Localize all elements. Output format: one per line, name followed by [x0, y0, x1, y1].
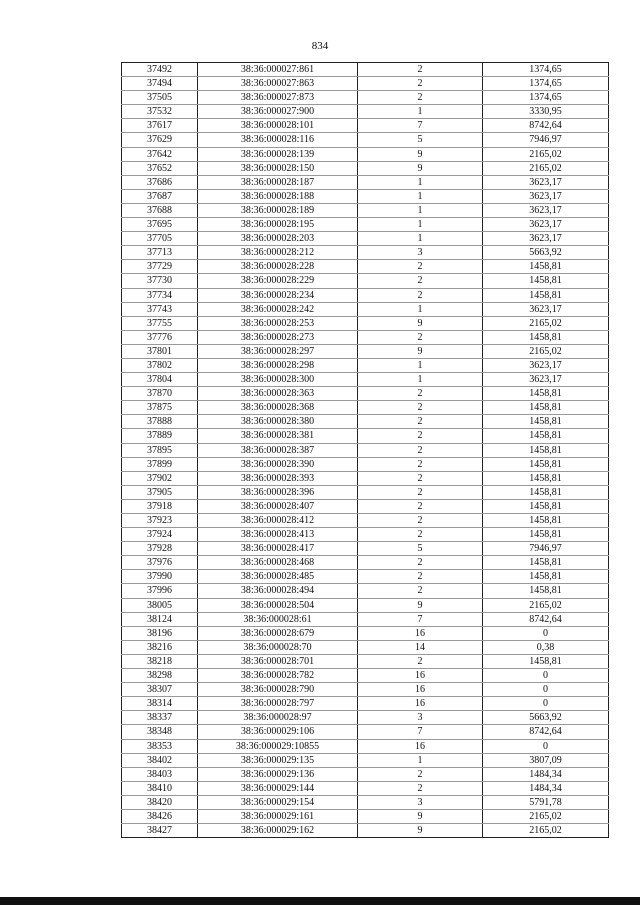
table-row	[122, 809, 609, 823]
category-cell: 16	[358, 626, 483, 640]
category-cell: 2	[358, 556, 483, 570]
row-number-cell: 38216	[122, 640, 198, 654]
category-cell: 2	[358, 387, 483, 401]
row-number-cell: 38337	[122, 711, 198, 725]
value-cell: 1458,81	[483, 429, 609, 443]
table-row	[122, 767, 609, 781]
value-cell: 3807,09	[483, 753, 609, 767]
category-cell: 1	[358, 753, 483, 767]
row-number-cell: 37687	[122, 189, 198, 203]
cadastral-number-cell: 38:36:000028:390	[198, 457, 358, 471]
cadastral-number-cell: 38:36:000028:298	[198, 358, 358, 372]
value-cell: 7946,97	[483, 542, 609, 556]
row-number-cell: 37801	[122, 344, 198, 358]
cadastral-number-cell: 38:36:000028:797	[198, 697, 358, 711]
cadastral-number-cell: 38:36:000028:70	[198, 640, 358, 654]
category-cell: 1	[358, 373, 483, 387]
cadastral-number-cell: 38:36:000028:187	[198, 175, 358, 189]
category-cell: 2	[358, 767, 483, 781]
cadastral-number-cell: 38:36:000028:101	[198, 119, 358, 133]
row-number-cell: 38402	[122, 753, 198, 767]
table-row	[122, 344, 609, 358]
value-cell: 1374,65	[483, 63, 609, 77]
category-cell: 3	[358, 246, 483, 260]
value-cell: 1458,81	[483, 528, 609, 542]
table-row	[122, 105, 609, 119]
table-row	[122, 358, 609, 372]
category-cell: 3	[358, 795, 483, 809]
table-row	[122, 175, 609, 189]
row-number-cell: 37494	[122, 77, 198, 91]
value-cell: 2165,02	[483, 824, 609, 838]
cadastral-number-cell: 38:36:000028:494	[198, 584, 358, 598]
category-cell: 16	[358, 683, 483, 697]
value-cell: 0	[483, 669, 609, 683]
value-cell: 3623,17	[483, 189, 609, 203]
category-cell: 16	[358, 669, 483, 683]
row-number-cell: 37617	[122, 119, 198, 133]
value-cell: 0	[483, 697, 609, 711]
value-cell: 8742,64	[483, 725, 609, 739]
category-cell: 2	[358, 91, 483, 105]
row-number-cell: 38124	[122, 612, 198, 626]
table-row	[122, 556, 609, 570]
category-cell: 2	[358, 781, 483, 795]
row-number-cell: 37802	[122, 358, 198, 372]
value-cell: 1458,81	[483, 514, 609, 528]
row-number-cell: 37976	[122, 556, 198, 570]
cadastral-number-cell: 38:36:000029:135	[198, 753, 358, 767]
cadastral-number-cell: 38:36:000028:701	[198, 654, 358, 668]
table-row	[122, 485, 609, 499]
cadastral-number-cell: 38:36:000028:790	[198, 683, 358, 697]
table-row	[122, 570, 609, 584]
table-row	[122, 288, 609, 302]
row-number-cell: 37705	[122, 232, 198, 246]
table-row	[122, 401, 609, 415]
category-cell: 16	[358, 739, 483, 753]
table-row	[122, 457, 609, 471]
row-number-cell: 37505	[122, 91, 198, 105]
row-number-cell: 37923	[122, 514, 198, 528]
category-cell: 9	[358, 598, 483, 612]
row-number-cell: 37990	[122, 570, 198, 584]
table-row	[122, 528, 609, 542]
row-number-cell: 37755	[122, 316, 198, 330]
cadastral-number-cell: 38:36:000028:228	[198, 260, 358, 274]
table-row	[122, 739, 609, 753]
row-number-cell: 37743	[122, 302, 198, 316]
value-cell: 1458,81	[483, 556, 609, 570]
cadastral-number-cell: 38:36:000028:195	[198, 218, 358, 232]
value-cell: 3623,17	[483, 232, 609, 246]
row-number-cell: 37895	[122, 443, 198, 457]
value-cell: 1458,81	[483, 570, 609, 584]
cadastral-number-cell: 38:36:000028:417	[198, 542, 358, 556]
row-number-cell: 37928	[122, 542, 198, 556]
scan-bottom-edge	[0, 897, 640, 905]
value-cell: 1458,81	[483, 584, 609, 598]
table-row	[122, 260, 609, 274]
row-number-cell: 37729	[122, 260, 198, 274]
category-cell: 9	[358, 161, 483, 175]
category-cell: 2	[358, 528, 483, 542]
category-cell: 1	[358, 105, 483, 119]
value-cell: 2165,02	[483, 147, 609, 161]
cadastral-number-cell: 38:36:000028:468	[198, 556, 358, 570]
cadastral-number-cell: 38:36:000028:504	[198, 598, 358, 612]
row-number-cell: 37734	[122, 288, 198, 302]
value-cell: 5663,92	[483, 711, 609, 725]
category-cell: 2	[358, 485, 483, 499]
row-number-cell: 37532	[122, 105, 198, 119]
category-cell: 1	[358, 358, 483, 372]
value-cell: 1484,34	[483, 781, 609, 795]
row-number-cell: 38410	[122, 781, 198, 795]
value-cell: 3623,17	[483, 358, 609, 372]
cadastral-number-cell: 38:36:000028:396	[198, 485, 358, 499]
row-number-cell: 38218	[122, 654, 198, 668]
table-body	[122, 63, 609, 838]
table-row	[122, 429, 609, 443]
table-row	[122, 824, 609, 838]
category-cell: 1	[358, 189, 483, 203]
row-number-cell: 38307	[122, 683, 198, 697]
row-number-cell: 38314	[122, 697, 198, 711]
row-number-cell: 37996	[122, 584, 198, 598]
row-number-cell: 37629	[122, 133, 198, 147]
table-row	[122, 626, 609, 640]
category-cell: 1	[358, 218, 483, 232]
cadastral-number-cell: 38:36:000028:381	[198, 429, 358, 443]
value-cell: 1458,81	[483, 330, 609, 344]
row-number-cell: 38403	[122, 767, 198, 781]
cadastral-number-cell: 38:36:000028:485	[198, 570, 358, 584]
category-cell: 9	[358, 147, 483, 161]
category-cell: 2	[358, 570, 483, 584]
table-row	[122, 218, 609, 232]
table-row	[122, 147, 609, 161]
value-cell: 1458,81	[483, 415, 609, 429]
table-row	[122, 91, 609, 105]
cadastral-number-cell: 38:36:000028:97	[198, 711, 358, 725]
value-cell: 1458,81	[483, 401, 609, 415]
value-cell: 3330,95	[483, 105, 609, 119]
cadastral-number-cell: 38:36:000028:363	[198, 387, 358, 401]
cadastral-number-cell: 38:36:000028:61	[198, 612, 358, 626]
category-cell: 2	[358, 429, 483, 443]
cadastral-number-cell: 38:36:000028:203	[198, 232, 358, 246]
row-number-cell: 38426	[122, 809, 198, 823]
table-row	[122, 640, 609, 654]
value-cell: 2165,02	[483, 161, 609, 175]
value-cell: 1458,81	[483, 387, 609, 401]
page-number: 834	[311, 40, 329, 52]
category-cell: 9	[358, 344, 483, 358]
row-number-cell: 38427	[122, 824, 198, 838]
value-cell: 1458,81	[483, 274, 609, 288]
category-cell: 3	[358, 711, 483, 725]
category-cell: 7	[358, 612, 483, 626]
cadastral-number-cell: 38:36:000028:242	[198, 302, 358, 316]
category-cell: 16	[358, 697, 483, 711]
value-cell: 1458,81	[483, 485, 609, 499]
data-table	[121, 62, 609, 838]
value-cell: 3623,17	[483, 203, 609, 217]
value-cell: 3623,17	[483, 373, 609, 387]
table-row	[122, 612, 609, 626]
value-cell: 1458,81	[483, 471, 609, 485]
row-number-cell: 37713	[122, 246, 198, 260]
cadastral-number-cell: 38:36:000027:863	[198, 77, 358, 91]
table-row	[122, 161, 609, 175]
category-cell: 1	[358, 175, 483, 189]
row-number-cell: 38005	[122, 598, 198, 612]
table-row	[122, 584, 609, 598]
table-row	[122, 725, 609, 739]
table-row	[122, 514, 609, 528]
value-cell: 2165,02	[483, 344, 609, 358]
table-row	[122, 499, 609, 513]
table-row	[122, 302, 609, 316]
cadastral-number-cell: 38:36:000028:300	[198, 373, 358, 387]
value-cell: 5663,92	[483, 246, 609, 260]
value-cell: 3623,17	[483, 175, 609, 189]
row-number-cell: 38420	[122, 795, 198, 809]
value-cell: 2165,02	[483, 598, 609, 612]
row-number-cell: 38353	[122, 739, 198, 753]
category-cell: 1	[358, 232, 483, 246]
table-row	[122, 654, 609, 668]
row-number-cell: 38348	[122, 725, 198, 739]
cadastral-number-cell: 38:36:000027:873	[198, 91, 358, 105]
table-row	[122, 683, 609, 697]
category-cell: 7	[358, 725, 483, 739]
category-cell: 2	[358, 288, 483, 302]
table-row	[122, 387, 609, 401]
table-row	[122, 77, 609, 91]
cadastral-number-cell: 38:36:000029:144	[198, 781, 358, 795]
row-number-cell: 37492	[122, 63, 198, 77]
category-cell: 2	[358, 415, 483, 429]
cadastral-number-cell: 38:36:000027:861	[198, 63, 358, 77]
value-cell: 0	[483, 626, 609, 640]
table-row	[122, 669, 609, 683]
value-cell: 0	[483, 683, 609, 697]
value-cell: 0	[483, 739, 609, 753]
cadastral-number-cell: 38:36:000028:393	[198, 471, 358, 485]
row-number-cell: 37888	[122, 415, 198, 429]
table-row	[122, 415, 609, 429]
cadastral-number-cell: 38:36:000028:116	[198, 133, 358, 147]
row-number-cell: 37730	[122, 274, 198, 288]
table-row	[122, 542, 609, 556]
row-number-cell: 37918	[122, 499, 198, 513]
category-cell: 5	[358, 133, 483, 147]
table-row	[122, 753, 609, 767]
category-cell: 2	[358, 401, 483, 415]
category-cell: 1	[358, 203, 483, 217]
value-cell: 5791,78	[483, 795, 609, 809]
row-number-cell: 37652	[122, 161, 198, 175]
row-number-cell: 37688	[122, 203, 198, 217]
category-cell: 2	[358, 584, 483, 598]
category-cell: 9	[358, 824, 483, 838]
value-cell: 1458,81	[483, 654, 609, 668]
table-row	[122, 133, 609, 147]
row-number-cell: 38298	[122, 669, 198, 683]
row-number-cell: 37686	[122, 175, 198, 189]
cadastral-number-cell: 38:36:000028:188	[198, 189, 358, 203]
cadastral-number-cell: 38:36:000028:229	[198, 274, 358, 288]
category-cell: 2	[358, 63, 483, 77]
table-row	[122, 203, 609, 217]
row-number-cell: 37870	[122, 387, 198, 401]
table-row	[122, 274, 609, 288]
value-cell: 0,38	[483, 640, 609, 654]
table-row	[122, 471, 609, 485]
table-row	[122, 316, 609, 330]
table-row	[122, 330, 609, 344]
category-cell: 2	[358, 471, 483, 485]
value-cell: 3623,17	[483, 302, 609, 316]
cadastral-number-cell: 38:36:000028:413	[198, 528, 358, 542]
cadastral-number-cell: 38:36:000028:234	[198, 288, 358, 302]
cadastral-number-cell: 38:36:000029:10855	[198, 739, 358, 753]
row-number-cell: 37776	[122, 330, 198, 344]
cadastral-number-cell: 38:36:000028:189	[198, 203, 358, 217]
category-cell: 9	[358, 809, 483, 823]
category-cell: 2	[358, 457, 483, 471]
category-cell: 2	[358, 77, 483, 91]
value-cell: 1458,81	[483, 288, 609, 302]
value-cell: 1484,34	[483, 767, 609, 781]
table-row	[122, 246, 609, 260]
cadastral-number-cell: 38:36:000028:387	[198, 443, 358, 457]
cadastral-number-cell: 38:36:000029:106	[198, 725, 358, 739]
cadastral-number-cell: 38:36:000028:139	[198, 147, 358, 161]
category-cell: 7	[358, 119, 483, 133]
cadastral-number-cell: 38:36:000028:253	[198, 316, 358, 330]
row-number-cell: 37695	[122, 218, 198, 232]
cadastral-number-cell: 38:36:000028:212	[198, 246, 358, 260]
table-row	[122, 711, 609, 725]
category-cell: 2	[358, 514, 483, 528]
cadastral-number-cell: 38:36:000029:162	[198, 824, 358, 838]
row-number-cell: 37642	[122, 147, 198, 161]
cadastral-number-cell: 38:36:000028:412	[198, 514, 358, 528]
cadastral-number-cell: 38:36:000028:150	[198, 161, 358, 175]
table-row	[122, 795, 609, 809]
cadastral-number-cell: 38:36:000029:154	[198, 795, 358, 809]
value-cell: 1458,81	[483, 499, 609, 513]
table-row	[122, 63, 609, 77]
cadastral-number-cell: 38:36:000028:368	[198, 401, 358, 415]
row-number-cell: 37902	[122, 471, 198, 485]
cadastral-number-cell: 38:36:000027:900	[198, 105, 358, 119]
cadastral-number-cell: 38:36:000028:273	[198, 330, 358, 344]
category-cell: 1	[358, 302, 483, 316]
table-row	[122, 119, 609, 133]
value-cell: 3623,17	[483, 218, 609, 232]
category-cell: 2	[358, 330, 483, 344]
row-number-cell: 37899	[122, 457, 198, 471]
value-cell: 1374,65	[483, 91, 609, 105]
value-cell: 7946,97	[483, 133, 609, 147]
value-cell: 2165,02	[483, 316, 609, 330]
cadastral-number-cell: 38:36:000028:297	[198, 344, 358, 358]
table-row	[122, 598, 609, 612]
table-row	[122, 373, 609, 387]
value-cell: 1458,81	[483, 443, 609, 457]
row-number-cell: 38196	[122, 626, 198, 640]
category-cell: 9	[358, 316, 483, 330]
row-number-cell: 37875	[122, 401, 198, 415]
category-cell: 2	[358, 654, 483, 668]
value-cell: 8742,64	[483, 119, 609, 133]
cadastral-number-cell: 38:36:000028:782	[198, 669, 358, 683]
category-cell: 5	[358, 542, 483, 556]
value-cell: 8742,64	[483, 612, 609, 626]
table-row	[122, 443, 609, 457]
row-number-cell: 37804	[122, 373, 198, 387]
value-cell: 1458,81	[483, 260, 609, 274]
cadastral-number-cell: 38:36:000029:161	[198, 809, 358, 823]
category-cell: 14	[358, 640, 483, 654]
table-row	[122, 697, 609, 711]
category-cell: 2	[358, 274, 483, 288]
value-cell: 1374,65	[483, 77, 609, 91]
row-number-cell: 37889	[122, 429, 198, 443]
category-cell: 2	[358, 443, 483, 457]
value-cell: 1458,81	[483, 457, 609, 471]
category-cell: 2	[358, 260, 483, 274]
category-cell: 2	[358, 499, 483, 513]
cadastral-number-cell: 38:36:000028:679	[198, 626, 358, 640]
row-number-cell: 37905	[122, 485, 198, 499]
value-cell: 2165,02	[483, 809, 609, 823]
table-row	[122, 189, 609, 203]
cadastral-number-cell: 38:36:000028:407	[198, 499, 358, 513]
table-row	[122, 232, 609, 246]
cadastral-number-cell: 38:36:000028:380	[198, 415, 358, 429]
cadastral-number-cell: 38:36:000029:136	[198, 767, 358, 781]
row-number-cell: 37924	[122, 528, 198, 542]
table-row	[122, 781, 609, 795]
